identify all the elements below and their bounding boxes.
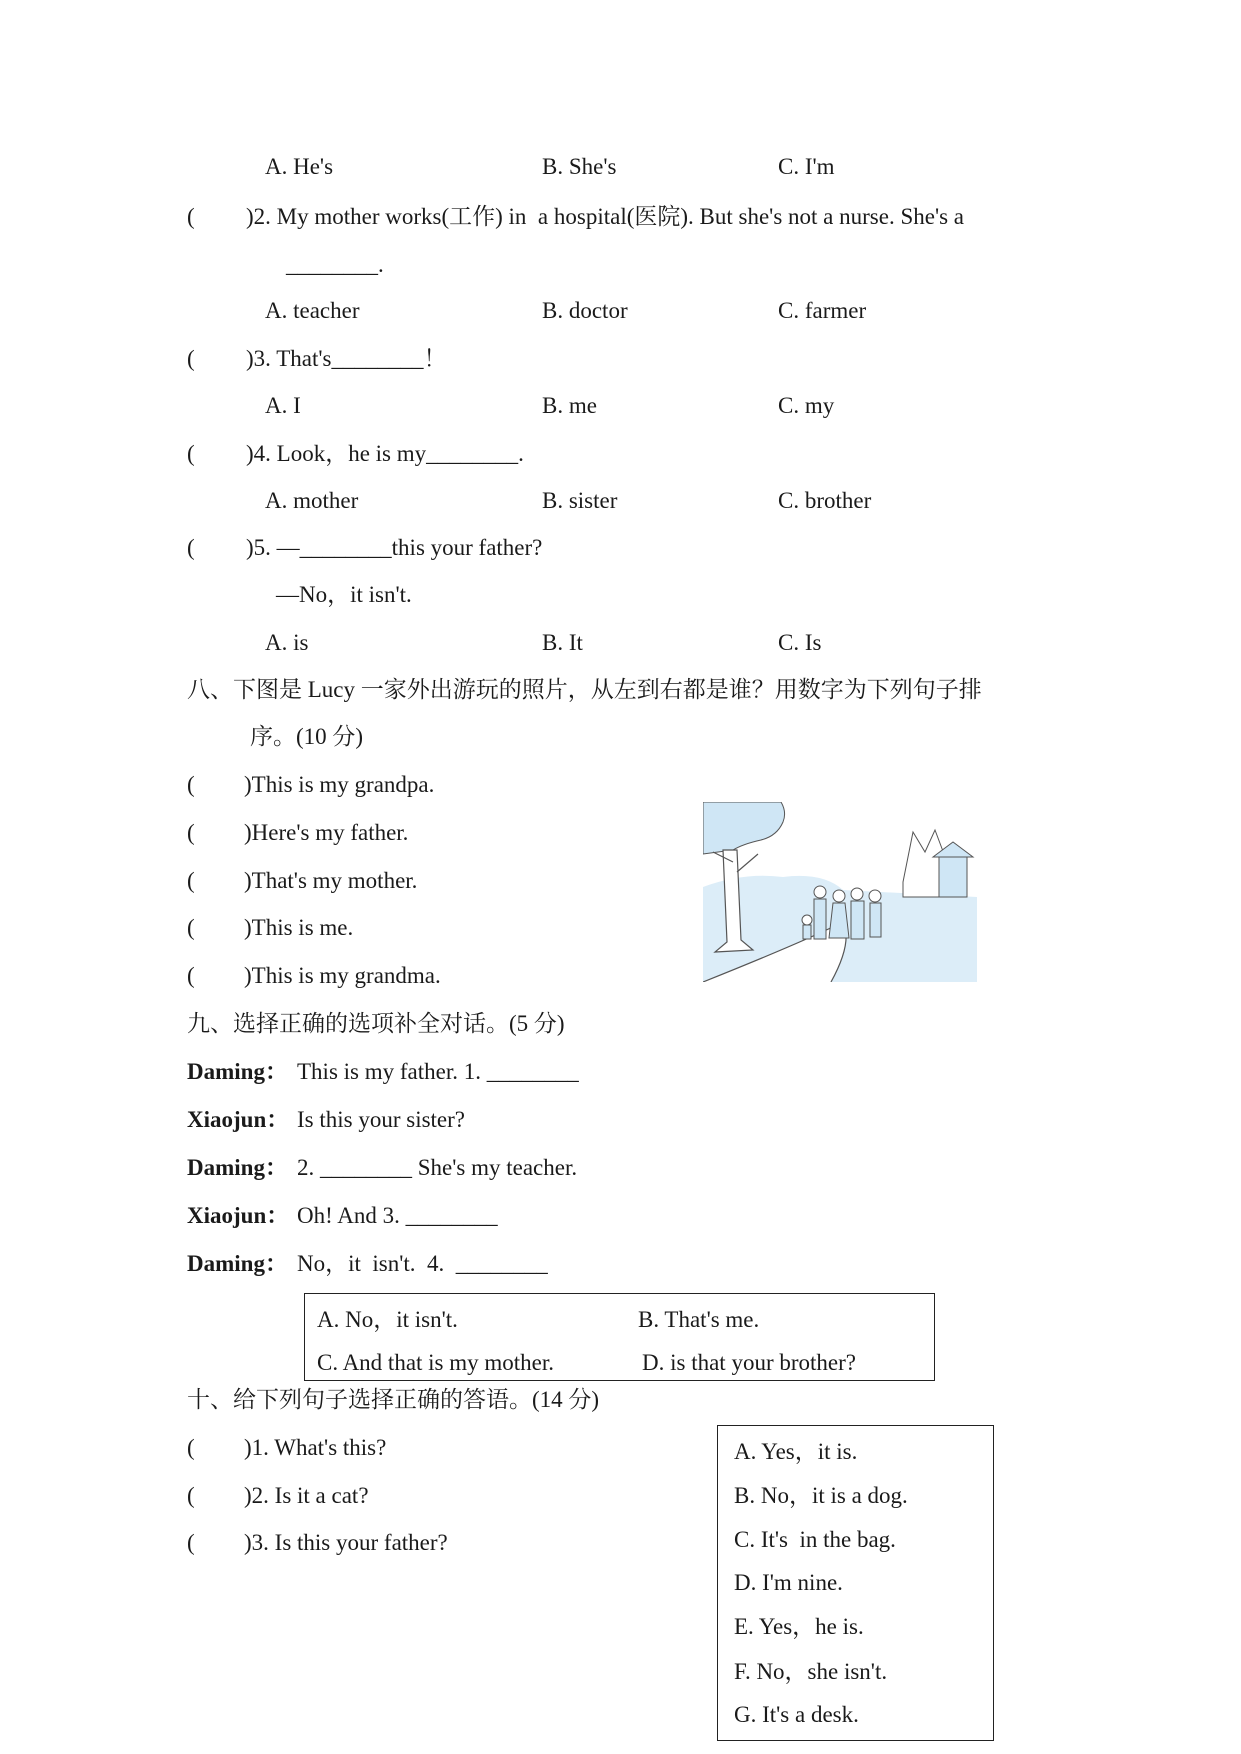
answer-c: C. It's in the bag.	[734, 1527, 896, 1552]
answer-paren[interactable]: (	[187, 915, 195, 940]
answer-d: D. I'm nine.	[734, 1570, 843, 1595]
question-item: )3. Is this your father?	[244, 1530, 448, 1555]
option-a: A. mother	[265, 488, 359, 513]
question-stem-cont: ________.	[286, 252, 384, 277]
option-b: B. It	[542, 630, 583, 655]
option-a: A. is	[265, 630, 309, 655]
answer-g: G. It's a desk.	[734, 1702, 859, 1727]
answer-paren[interactable]: (	[187, 1435, 195, 1460]
answer-paren[interactable]: (	[187, 441, 195, 466]
answer-b: B. No，it is a dog.	[734, 1483, 908, 1508]
answer-paren[interactable]: (	[187, 1530, 195, 1555]
option-c: C. brother	[778, 488, 872, 513]
section-title: 八、下图是 Lucy 一家外出游玩的照片，从左到右都是谁？用数字为下列句子排	[187, 677, 982, 702]
sentence-item: )This is my grandma.	[244, 963, 441, 988]
dialogue-line: Is this your sister?	[297, 1107, 466, 1132]
sentence-item: )This is my grandpa.	[244, 772, 435, 797]
answers-box	[717, 1425, 994, 1741]
answer-paren[interactable]: (	[187, 820, 195, 845]
option-c: C. my	[778, 393, 835, 418]
speaker-daming: Daming：	[187, 1251, 288, 1276]
answer-f: F. No，she isn't.	[734, 1659, 888, 1684]
family-photo-illustration	[703, 802, 977, 982]
options-box	[304, 1293, 935, 1381]
section-title: 九、选择正确的选项补全对话。(5 分)	[187, 1011, 565, 1036]
option-b: B. doctor	[542, 298, 628, 323]
sentence-item: )Here's my father.	[244, 820, 409, 845]
question-stem: )5. —________this your father?	[246, 535, 543, 560]
question-stem: )4. Look，he is my________.	[246, 441, 524, 466]
option-d: D. is that your brother?	[642, 1350, 856, 1375]
answer-paren[interactable]: (	[187, 1483, 195, 1508]
answer-paren[interactable]: (	[187, 204, 195, 229]
answer-paren[interactable]: (	[187, 772, 195, 797]
figure-girl	[802, 915, 812, 925]
section-title: 十、给下列句子选择正确的答语。(14 分)	[187, 1387, 600, 1412]
answer-paren[interactable]: (	[187, 535, 195, 560]
figure-mother	[869, 890, 881, 902]
option-c: C. And that is my mother.	[317, 1350, 555, 1375]
sentence-item: )This is me.	[244, 915, 354, 940]
question-stem: )2. My mother works(工作) in a hospital(医院). But she's not a nurse. She's a	[246, 204, 964, 229]
question-item: )2. Is it a cat?	[244, 1483, 369, 1508]
answer-paren[interactable]: (	[187, 346, 195, 371]
question-item: )1. What's this?	[244, 1435, 387, 1460]
pavilion	[939, 857, 967, 897]
dialogue-line: 2. ________ She's my teacher.	[297, 1155, 578, 1180]
speaker-xiaojun: Xiaojun：	[187, 1107, 290, 1132]
answer-a: A. Yes，it is.	[734, 1439, 858, 1464]
figure-grandpa	[851, 888, 863, 900]
figure-grandma	[833, 890, 845, 902]
figure-father	[814, 886, 826, 898]
option-a: A. teacher	[265, 298, 360, 323]
option-a: A. He's	[265, 154, 334, 179]
answer-paren[interactable]: (	[187, 963, 195, 988]
speaker-xiaojun: Xiaojun：	[187, 1203, 290, 1228]
section-title-cont: 序。(10 分)	[250, 724, 364, 749]
question-stem: )3. That's________！	[246, 346, 447, 371]
dialogue-line: No，it isn't. 4. ________	[297, 1251, 548, 1276]
option-c: C. I'm	[778, 154, 835, 179]
sentence-item: )That's my mother.	[244, 868, 418, 893]
option-b: B. She's	[542, 154, 617, 179]
option-b: B. me	[542, 393, 597, 418]
speaker-daming: Daming：	[187, 1155, 288, 1180]
dialogue-line: This is my father. 1. ________	[297, 1059, 579, 1084]
option-c: C. farmer	[778, 298, 867, 323]
answer-paren[interactable]: (	[187, 868, 195, 893]
question-reply: —No，it isn't.	[276, 582, 412, 607]
option-a: A. No，it isn't.	[317, 1307, 458, 1332]
option-a: A. I	[265, 393, 301, 418]
answer-e: E. Yes，he is.	[734, 1614, 864, 1639]
option-c: C. Is	[778, 630, 822, 655]
speaker-daming: Daming：	[187, 1059, 288, 1084]
option-b: B. That's me.	[638, 1307, 760, 1332]
option-b: B. sister	[542, 488, 618, 513]
dialogue-line: Oh! And 3. ________	[297, 1203, 498, 1228]
